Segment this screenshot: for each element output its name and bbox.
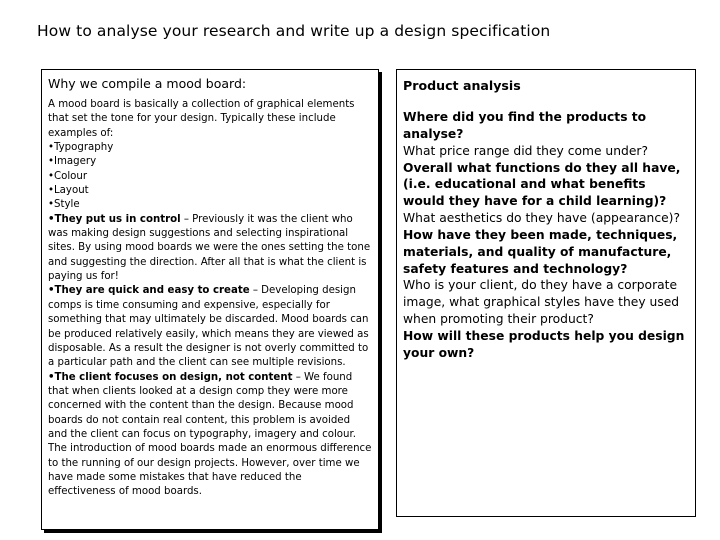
mood-board-panel xyxy=(41,69,379,530)
question-item: Who is your client, do they have a corporate image, what graphical styles have they used when promoting their product? xyxy=(403,278,680,327)
list-item-colour: •Colour xyxy=(48,170,88,182)
list-item-typography: •Typography xyxy=(48,142,114,154)
point-focus-body: – We found that when clients looked at a design comp they were more concerned with the content than the design. Because mood boards do not contain real content, this problem is avoided and the client can focus on typography, imagery and colour. xyxy=(48,371,356,440)
point-control xyxy=(48,213,372,285)
product-analysis-heading: Product analysis xyxy=(403,78,521,93)
point-quick xyxy=(48,284,372,370)
mood-board-text xyxy=(48,98,372,500)
question-item: How have they been made, techniques, materials, and quality of manufacture, safety features and technology? xyxy=(403,227,678,276)
list-item-layout: •Layout xyxy=(48,185,89,197)
point-control-body: – Previously it was the client who was making design suggestions and selecting inspirational sites. By using mood boards we were the ones setting the tone and suggesting the direction. After all that is what the client is paying us for! xyxy=(48,213,371,283)
list-item-style: •Style xyxy=(48,199,80,211)
question-item: Overall what functions do they all have, (i.e. educational and what benefits would they have for a child learning)? xyxy=(403,160,681,209)
mood-board-closing: The introduction of mood boards made an enormous difference to the running of our design projects. However, over time we have made some mistakes that have reduced the effectiveness of mood boards. xyxy=(48,443,372,498)
mood-board-heading: Why we compile a mood board: xyxy=(48,76,247,91)
question-item: How will these products help you design your own? xyxy=(403,328,685,360)
point-control-title: •They put us in control xyxy=(48,213,181,225)
question-item: What price range did they come under? xyxy=(403,143,648,158)
question-item: What aesthetics do they have (appearance)? xyxy=(403,211,680,226)
point-focus-title: •The client focuses on design, not content xyxy=(48,371,293,383)
question-item: Where did you find the products to analyse? xyxy=(403,110,647,141)
point-focus xyxy=(48,371,372,443)
point-quick-title: •They are quick and easy to create xyxy=(48,285,250,297)
product-analysis-panel xyxy=(396,69,696,517)
page-title: How to analyse your research and write up a design specification xyxy=(37,22,551,40)
mood-board-intro: A mood board is basically a collection of graphical elements that set the tone for your design. Typically these include examples of: xyxy=(48,99,355,139)
product-analysis-questions xyxy=(403,109,689,362)
list-item-imagery: •Imagery xyxy=(48,156,97,168)
point-quick-body: – Developing design comps is time consuming and expensive, especially for something that may ultimately be discarded. Mood boards can be produced relatively easily, which means they are viewed as disposable. As a result the designer is not overly committed to a particular path and the client can see multiple revisions. xyxy=(48,285,369,369)
